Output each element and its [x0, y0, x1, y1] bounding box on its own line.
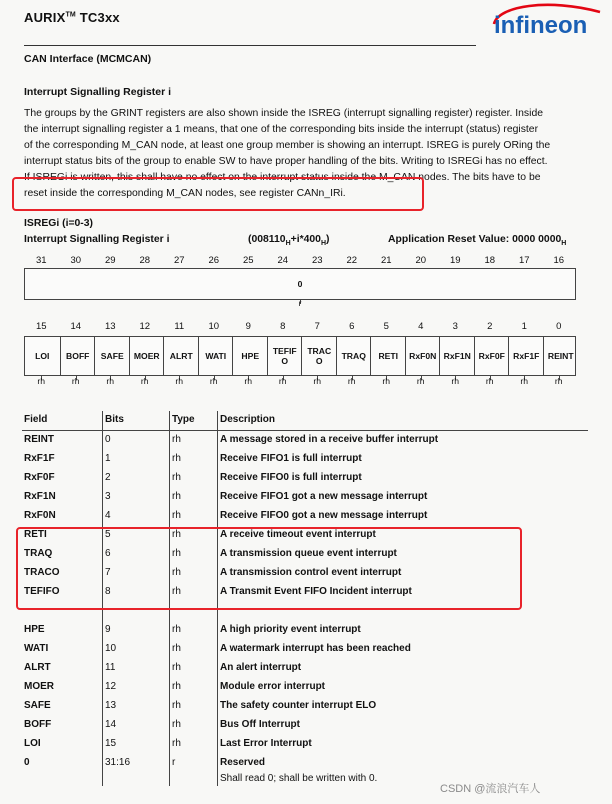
- bit-type-label: rh: [106, 376, 115, 386]
- bit-type-label: rh: [175, 376, 184, 386]
- bit-type-label: rh: [382, 376, 391, 386]
- field-description: [218, 640, 589, 659]
- field-description: [218, 450, 589, 469]
- bit-number: 26: [208, 255, 220, 266]
- bit-type-label: rh: [520, 376, 529, 386]
- table-row: [22, 450, 588, 469]
- field-description: [218, 735, 589, 754]
- bit-number: 4: [418, 321, 424, 332]
- table-row: [22, 469, 588, 488]
- bit-number: 29: [104, 255, 116, 266]
- table-header-row: [22, 411, 588, 431]
- table-row: [22, 431, 588, 451]
- field-type: rh: [170, 678, 218, 697]
- description-text: Module error interrupt: [220, 681, 326, 692]
- field-bits: 7: [103, 564, 170, 583]
- field-type: rh: [170, 488, 218, 507]
- field-description: [218, 488, 589, 507]
- bit-type-label: rh: [244, 376, 253, 386]
- bit-field-8: TRAC O: [301, 337, 337, 375]
- field-type: rh: [170, 716, 218, 735]
- field-name: RxF0F: [24, 472, 55, 483]
- field-name: TEFIFO: [24, 586, 60, 597]
- field-type: rh: [170, 583, 218, 602]
- bit-field-13: RxF0F: [474, 337, 510, 375]
- description-text: Receive FIFO0 is full interrupt: [220, 472, 362, 483]
- field-bits: 11: [103, 659, 170, 678]
- bit-field-11: RxF0N: [405, 337, 441, 375]
- bit-number: 19: [449, 255, 461, 266]
- field-name: REINT: [24, 434, 54, 445]
- bit-type-label: rh: [278, 376, 287, 386]
- description-text: An alert interrupt: [220, 662, 302, 673]
- field-type: rh: [170, 507, 218, 526]
- field-bits: 8: [103, 583, 170, 602]
- field-bits: 13: [103, 697, 170, 716]
- field-name: BOFF: [24, 719, 52, 730]
- field-bits: 9: [103, 621, 170, 640]
- register-address: $(008110_H+i*400_H)$: [248, 234, 330, 248]
- field-bits: 6: [103, 545, 170, 564]
- bit-field-2: SAFE: [94, 337, 130, 375]
- paragraph-line: reset inside the corresponding M_CAN nodes, see register CANn_IRi.: [24, 188, 346, 199]
- bit-number: 2: [487, 321, 493, 332]
- description-text: Receive FIFO1 got a new message interrupt: [220, 491, 428, 502]
- csdn-watermark: CSDN @流浪汽车人: [440, 783, 541, 795]
- field-bits: 14: [103, 716, 170, 735]
- field-name: RETI: [24, 529, 47, 540]
- upper-type-label: r: [298, 298, 302, 308]
- bit-type-label: rh: [485, 376, 494, 386]
- field-name: WATI: [24, 643, 49, 654]
- field-name: HPE: [24, 624, 45, 635]
- table-row: [22, 697, 588, 716]
- field-type: rh: [170, 621, 218, 640]
- field-type: rh: [170, 431, 218, 451]
- bit-number: 30: [70, 255, 82, 266]
- bit-number: 22: [346, 255, 358, 266]
- bit-number: 27: [173, 255, 185, 266]
- bit-number: 15: [35, 321, 47, 332]
- bit-field-12: RxF1N: [439, 337, 475, 375]
- field-bits: 15: [103, 735, 170, 754]
- description-text: Receive FIFO1 is full interrupt: [220, 453, 362, 464]
- bit-field-15: REINT: [543, 337, 579, 375]
- bit-number: 13: [104, 321, 116, 332]
- bit-number: 14: [70, 321, 82, 332]
- field-bits: 12: [103, 678, 170, 697]
- field-type: rh: [170, 526, 218, 545]
- register-name: ISREGi (i=0-3): [24, 218, 94, 229]
- bit-field-6: HPE: [232, 337, 268, 375]
- field-bits: 3: [103, 488, 170, 507]
- field-description: [218, 697, 589, 716]
- field-bits: 10: [103, 640, 170, 659]
- bit-type-label: rh: [416, 376, 425, 386]
- field-name: LOI: [24, 738, 41, 749]
- bit-field-14: RxF1F: [508, 337, 544, 375]
- bit-number: 21: [380, 255, 392, 266]
- field-bits: 0: [103, 431, 170, 451]
- field-description: [218, 659, 589, 678]
- bit-field-1: BOFF: [60, 337, 96, 375]
- field-type: r: [170, 754, 218, 786]
- field-bits: 2: [103, 469, 170, 488]
- field-description: [218, 507, 589, 526]
- upper-reserved-field: 0: [297, 279, 303, 289]
- field-bits: 4: [103, 507, 170, 526]
- description-text: The safety counter interrupt ELO: [220, 700, 377, 711]
- bit-number: 17: [518, 255, 530, 266]
- table-row: [22, 678, 588, 697]
- bit-field-0: LOI: [35, 351, 50, 361]
- bit-type-label: rh: [451, 376, 460, 386]
- field-name: RxF1N: [24, 491, 56, 502]
- table-row: [22, 640, 588, 659]
- table-header-type: Type: [170, 411, 218, 431]
- field-description: [218, 621, 589, 640]
- paragraph-line: of the corresponding M_CAN node, at least one group member is showing an interrupt. ISREG is purely ORing the: [24, 140, 551, 151]
- field-name: ALRT: [24, 662, 51, 673]
- section-title: CAN Interface (MCMCAN): [24, 53, 152, 65]
- field-type: rh: [170, 640, 218, 659]
- bit-field-5: WATI: [198, 337, 234, 375]
- description-text: Reserved: [220, 757, 266, 768]
- field-type: rh: [170, 659, 218, 678]
- field-bits: 1: [103, 450, 170, 469]
- bit-type-label: rh: [71, 376, 80, 386]
- table-row: [22, 659, 588, 678]
- table-row: [22, 507, 588, 526]
- description-text: A watermark interrupt has been reached: [220, 643, 411, 654]
- paragraph-line: the interrupt signalling register a 1 means, that one of the corresponding bits inside the interrupt (status) register: [24, 124, 539, 135]
- field-bits: 5: [103, 526, 170, 545]
- register-lower-half: [24, 336, 576, 376]
- field-description: [218, 716, 589, 735]
- description-text: Receive FIFO0 got a new message interrupt: [220, 510, 428, 521]
- highlight-box-tx-rows: [16, 527, 522, 610]
- header-rule: [24, 45, 476, 46]
- logo-text: infineon: [494, 12, 588, 39]
- bit-number: 8: [280, 321, 286, 332]
- paragraph-line: The groups by the GRINT registers are also shown inside the ISREG (interrupt signalling register) register. Inside: [24, 108, 543, 119]
- document-header-title: AURIX™ TC3xx: [24, 10, 120, 25]
- bit-number: 20: [415, 255, 427, 266]
- register-reset-value: Application Reset Value: 0000 $0000_H$: [388, 234, 567, 248]
- field-type: rh: [170, 450, 218, 469]
- description-text: A transmission control event interrupt: [220, 567, 402, 578]
- register-upper-half: [24, 268, 576, 300]
- bit-number: 16: [553, 255, 565, 266]
- bit-field-4: ALRT: [163, 337, 199, 375]
- table-header-field: Field: [22, 411, 103, 431]
- register-long-name: Interrupt Signalling Register i: [24, 234, 170, 245]
- bit-field-10: RETI: [370, 337, 406, 375]
- bit-type-label: rh: [313, 376, 322, 386]
- bit-number: 11: [174, 321, 185, 332]
- bit-number: 7: [314, 321, 320, 332]
- field-name: RxF0N: [24, 510, 56, 521]
- field-description: [218, 431, 589, 451]
- highlight-box-paragraph: [12, 177, 424, 211]
- field-type: rh: [170, 697, 218, 716]
- register-heading: Interrupt Signalling Register i: [24, 86, 172, 98]
- bit-number: 28: [139, 255, 151, 266]
- table-row: [22, 735, 588, 754]
- field-name: TRAQ: [24, 548, 53, 559]
- bit-field-7: TEFIF O: [267, 337, 303, 375]
- bit-number: 31: [35, 255, 47, 266]
- bit-number: 0: [556, 321, 562, 332]
- bit-type-label: rh: [554, 376, 563, 386]
- description-text: A high priority event interrupt: [220, 624, 361, 635]
- field-name: TRACO: [24, 567, 60, 578]
- bit-number: 25: [242, 255, 254, 266]
- field-name: MOER: [24, 681, 54, 692]
- field-description: [218, 678, 589, 697]
- bit-number: 1: [521, 321, 527, 332]
- bit-number: 5: [383, 321, 389, 332]
- bit-number: 18: [484, 255, 496, 266]
- description-text: A transmission queue event interrupt: [220, 548, 397, 559]
- field-type: rh: [170, 735, 218, 754]
- bit-type-label: rh: [37, 376, 46, 386]
- field-name: 0: [24, 757, 30, 768]
- field-name: RxF1F: [24, 453, 55, 464]
- field-type: rh: [170, 564, 218, 583]
- description-text: A receive timeout event interrupt: [220, 529, 376, 540]
- bit-type-label: rh: [209, 376, 218, 386]
- infineon-logo: [488, 2, 606, 42]
- field-type: rh: [170, 545, 218, 564]
- table-header-bits: Bits: [103, 411, 170, 431]
- description-text: A Transmit Event FIFO Incident interrupt: [220, 586, 412, 597]
- bit-number: 23: [311, 255, 323, 266]
- bit-number: 10: [208, 321, 220, 332]
- bit-type-label: rh: [140, 376, 149, 386]
- bit-number: 3: [452, 321, 458, 332]
- field-bits: 31:16: [103, 754, 170, 786]
- field-name: SAFE: [24, 700, 51, 711]
- bit-number: 24: [277, 255, 289, 266]
- description-text: A message stored in a receive buffer interrupt: [220, 434, 439, 445]
- bit-number: 9: [245, 321, 251, 332]
- bit-field-3: MOER: [129, 337, 165, 375]
- description-text: Last Error Interrupt: [220, 738, 312, 749]
- description-note: Shall read 0; shall be written with 0.: [220, 773, 378, 784]
- field-description: [218, 469, 589, 488]
- bit-number: 12: [139, 321, 151, 332]
- paragraph-line: interrupt status bits of the group to enable SW to have proper handling of the bits. Writing to ISREGi has no effect.: [24, 156, 548, 167]
- bit-field-9: TRAQ: [336, 337, 372, 375]
- description-text: Bus Off Interrupt: [220, 719, 300, 730]
- table-row: [22, 716, 588, 735]
- table-header-description: Description: [218, 411, 589, 431]
- table-row: [22, 488, 588, 507]
- field-type: rh: [170, 469, 218, 488]
- bit-number: 6: [349, 321, 355, 332]
- paragraph-line: If ISREGi is written, this shall have no effect on the interrupt status inside the M_CAN nodes. The bits have to be: [24, 172, 541, 183]
- table-row: [22, 621, 588, 640]
- bit-type-label: rh: [347, 376, 356, 386]
